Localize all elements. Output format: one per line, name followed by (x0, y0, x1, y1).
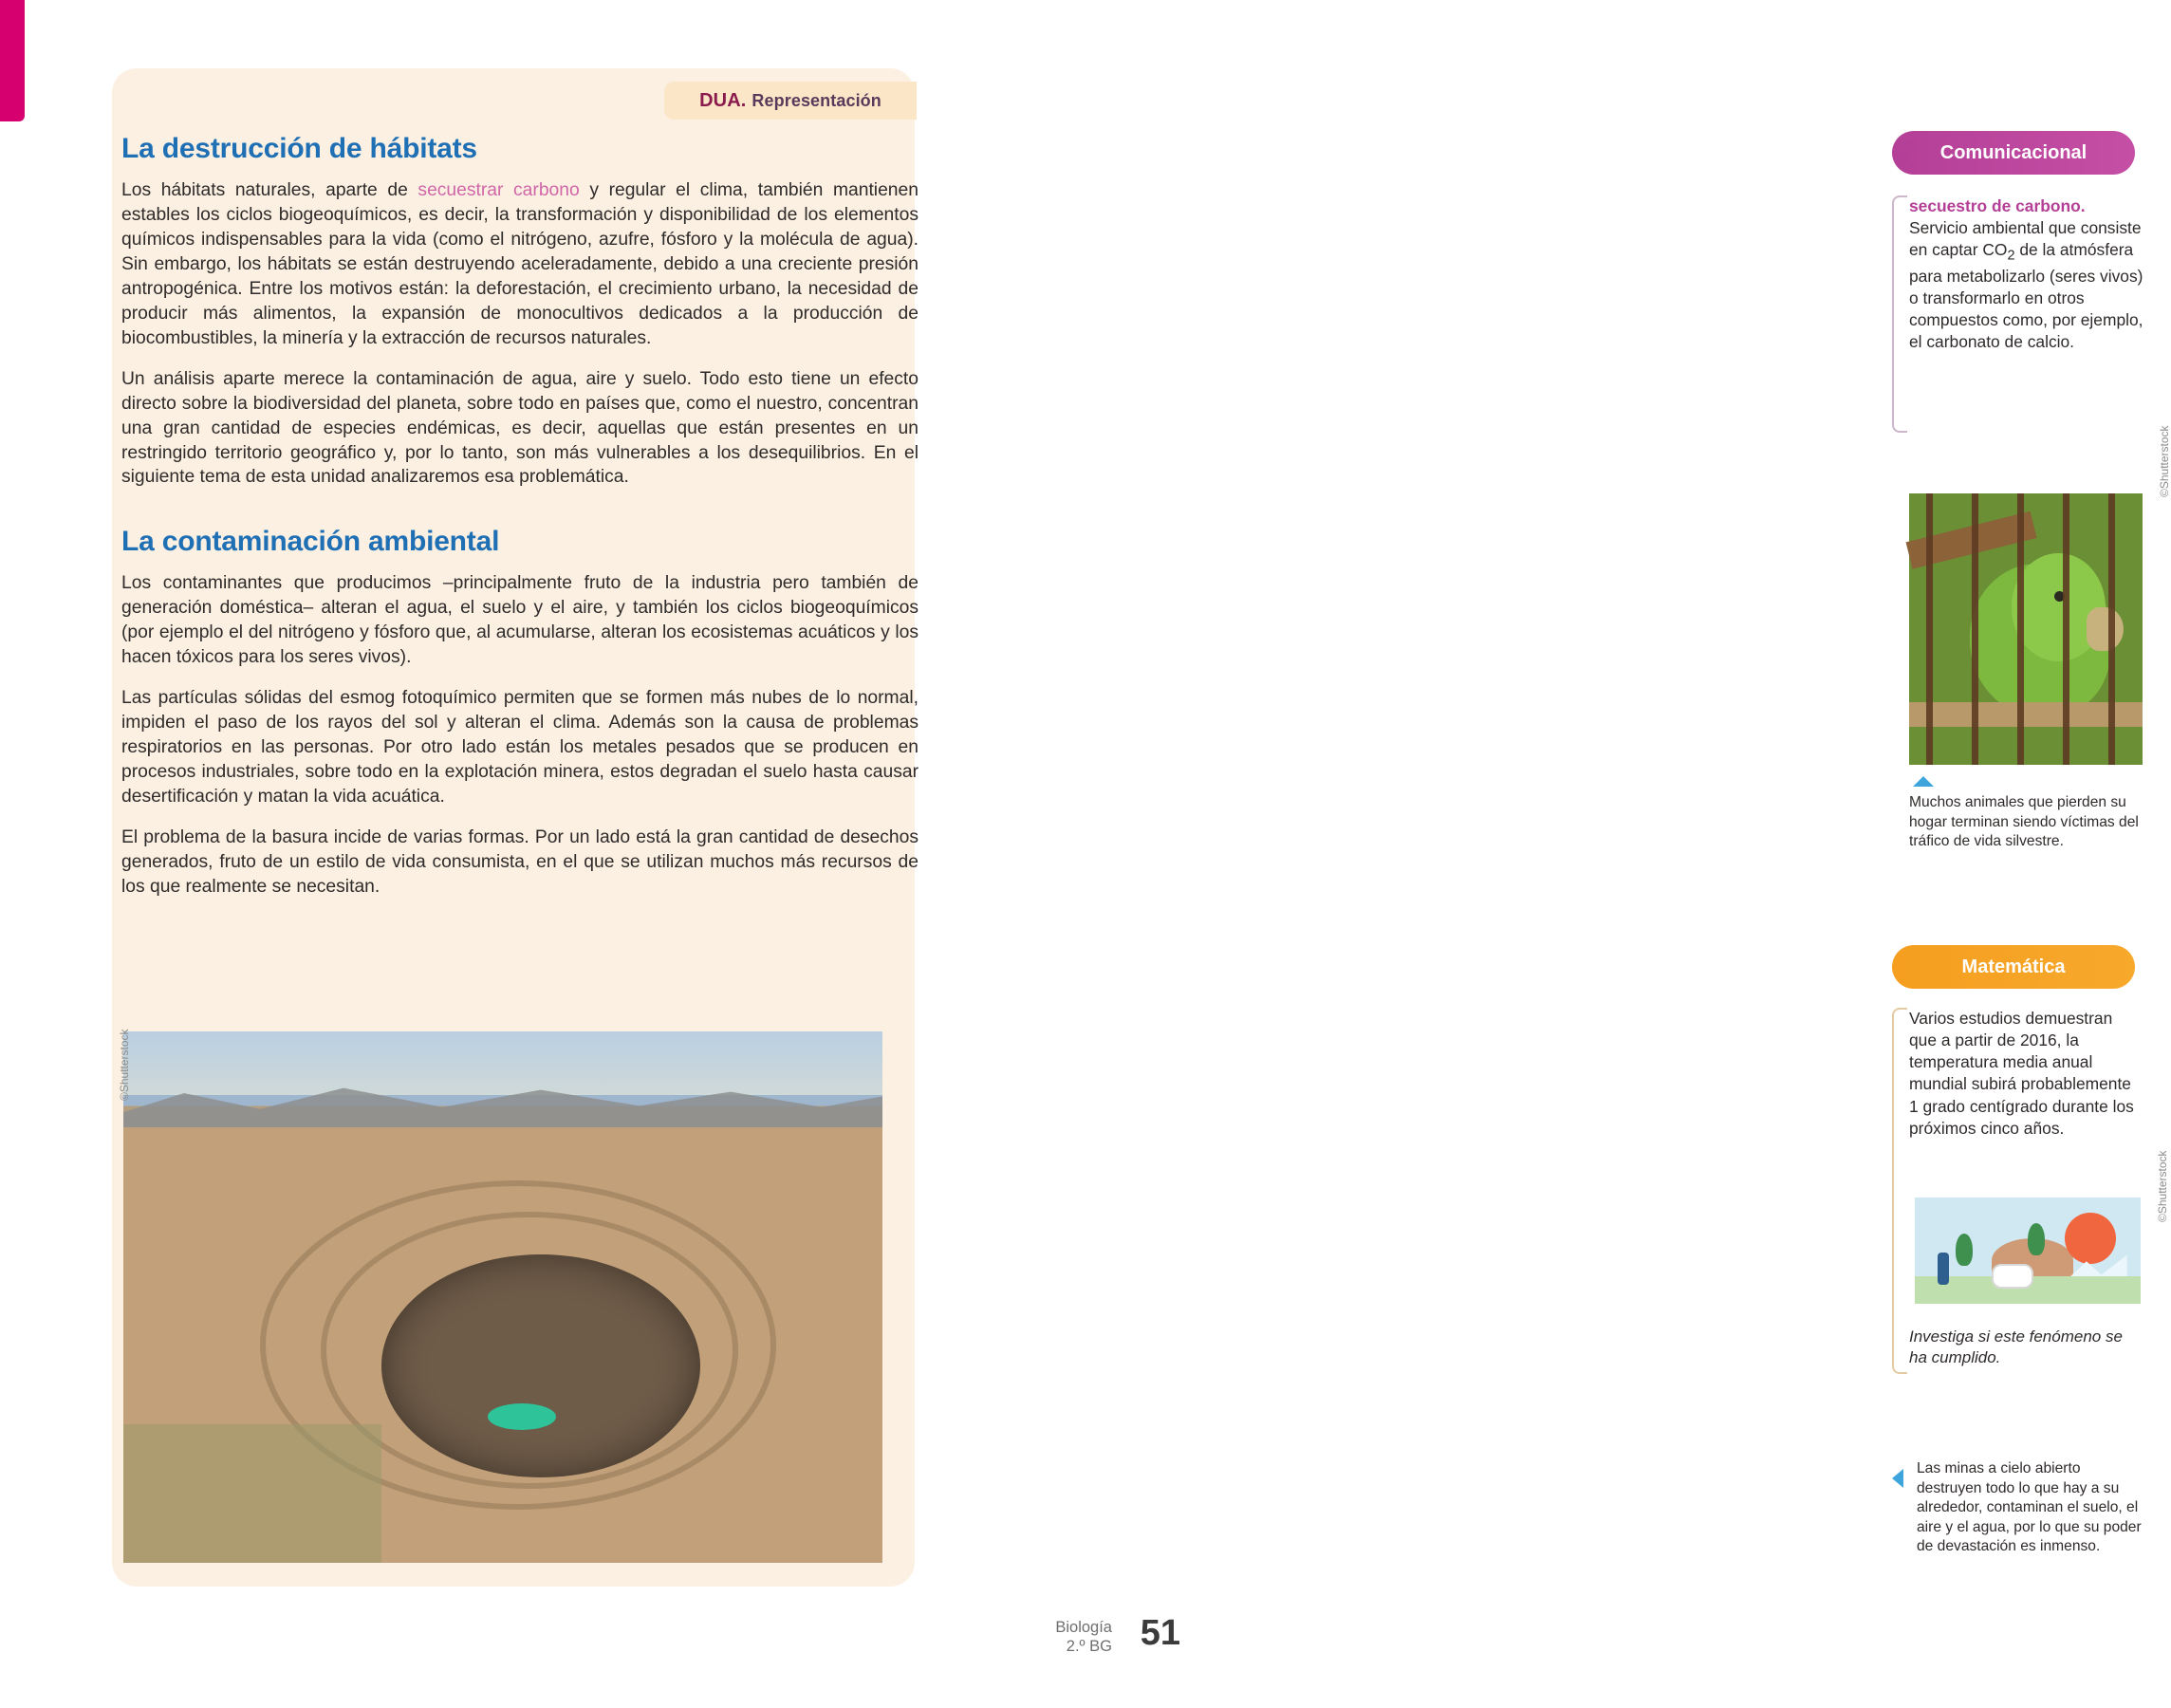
credit-illustration: ©Shutterstock (2156, 1150, 2169, 1222)
caption-mine: Las minas a cielo abierto destruyen todo lo que hay a su alrededor, contaminan el suelo, el aire y el agua, por lo que su poder de devastación es inmenso. (1917, 1460, 2142, 1555)
paragraph-habitats-2: Un análisis aparte merece la contaminación de agua, aire y suelo. Todo esto tiene un efecto directo sobre la biodiversidad del planeta, sobre todo en países que, como el nuestro, concentran una gran cantidad de especies endémicas, es decir, aquellas que están presentes en un restringido territorio geográfico y, por lo tanto, son más vulnerables a los desequilibrios. En el siguiente tema de esta unidad analizaremos esa problemática. (121, 368, 918, 488)
paragraph-contaminacion-2: Las partículas sólidas del esmog fotoquímico permiten que se formen más nubes de lo normal, impiden el paso de los rayos del sol y alteran el clima. Además son la causa de problemas respiratorios en las personas. Por otro lado están los metales pesados que se producen en procesos industriales, sobre todo en la explotación minera, estos degradan el suelo hasta causar desertificación y matan la vida acuática. (121, 688, 918, 808)
bracket-matematica-icon (1888, 953, 1924, 991)
illustration-person-icon (1938, 1253, 1949, 1285)
paragraph-habitats-1 (121, 178, 918, 351)
illustration-cow-icon (1992, 1264, 2033, 1289)
illustration-tree-icon (1956, 1234, 1973, 1266)
photo-foreground-slope (123, 1424, 381, 1563)
badge-matematica: Matemática (1892, 945, 2135, 989)
note-definition-before: Servicio ambiental que consiste en captar CO (1909, 218, 2142, 260)
main-text-column (121, 133, 923, 916)
caption-parrot: Muchos animales que pierden su hogar terminan siendo víctimas del tráfico de vida silvestre. (1909, 794, 2139, 850)
caption-matematica: Investiga si este fenómeno se ha cumplido. (1909, 1327, 2123, 1367)
paragraph-text-before: Los hábitats naturales, aparte de (121, 180, 418, 200)
paragraph-contaminacion-1: Los contaminantes que producimos –principalmente fruto de la industria pero también de generación doméstica– alteran el agua, el suelo y el aire, y también los ciclos biogeoquímicos (por ejemplo el del nitrógeno y fósforo que, al acumularse, alteran los ecosistemas acuáticos y los hacen tóxicos para los seres vivos). (121, 573, 918, 668)
footer-level: 2.º BG (1066, 1638, 1112, 1656)
photo-pit (381, 1254, 700, 1477)
section-title-contaminacion: La contaminación ambiental (121, 526, 500, 558)
credit-parrot-photo: ©Shutterstock (2158, 425, 2171, 497)
highlight-term-secuestrar-carbono: secuestrar carbono (418, 180, 580, 200)
footer-subject-block (1055, 1618, 1112, 1656)
photo-sky (123, 1031, 882, 1095)
paragraph-text-after: y regular el clima, también mantienen estables los ciclos biogeoquímicos, es decir, la transformación y disponibilidad de los elementos químicos indispensables para la vida (como el nitrógeno, azufre, fósforo y la molécula de agua). Sin embargo, los hábitats se están destruyendo aceleradamente, debido a una creciente presión antropogénica. Entre los motivos están: la deforestación, el crecimiento urbano, la necesidad de producir más alimentos, la expansión de monocultivos dedicados a la producción de biocombustibles, la minería y la extracción de recursos naturales. (121, 180, 918, 348)
photo-open-pit-mine (123, 1031, 882, 1563)
note-definition-after: de la atmósfera para metabolizarlo (seres vivos) o transformarlo en otros compuestos como, por ejemplo, el carbonato de calcio. (1909, 240, 2143, 352)
badge-comunicacional: Comunicacional (1892, 131, 2135, 175)
note-matematica: Varios estudios demuestran que a partir de 2016, la temperatura media anual mundial subirá probablemente 1 grado centígrado durante los próximos cinco años. (1909, 1009, 2134, 1138)
note-subscript: 2 (2007, 248, 2015, 264)
page-number: 51 (1140, 1613, 1180, 1653)
dua-banner (664, 82, 917, 120)
dua-banner-bold: DUA. (699, 89, 747, 111)
paragraph-contaminacion-3: El problema de la basura incide de varias formas. Por un lado está la gran cantidad de desechos generados, fruto de un estilo de vida consumista, en el que se utilizan muchos más recursos de los que realmente se necesitan. (121, 827, 918, 897)
note-left-rule (1892, 195, 1907, 433)
note-secuestro-carbono (1909, 195, 2144, 354)
bracket-comunicacional-icon (1888, 139, 1924, 176)
note-term: secuestro de carbono. (1909, 196, 2086, 215)
caption-pointer-up-icon (1913, 776, 1934, 787)
page-edge-tab (0, 0, 25, 121)
section-title-habitats: La destrucción de hábitats (121, 133, 477, 164)
footer-subject: Biología (1055, 1619, 1112, 1636)
photo-green-pond (488, 1403, 556, 1430)
cage-bars (1909, 493, 2143, 765)
illustration-sun-icon (2065, 1213, 2116, 1264)
illustration-climate (1915, 1197, 2141, 1304)
sidebar (939, 0, 2171, 1708)
photo-parrot-in-cage (1909, 493, 2143, 765)
caption-pointer-left-icon (1892, 1469, 1903, 1488)
credit-mine-photo: ©Shutterstock (118, 1029, 131, 1101)
matematica-left-rule (1892, 1008, 1907, 1374)
illustration-tree-icon (2028, 1223, 2045, 1255)
dua-banner-label: Representación (752, 90, 881, 110)
